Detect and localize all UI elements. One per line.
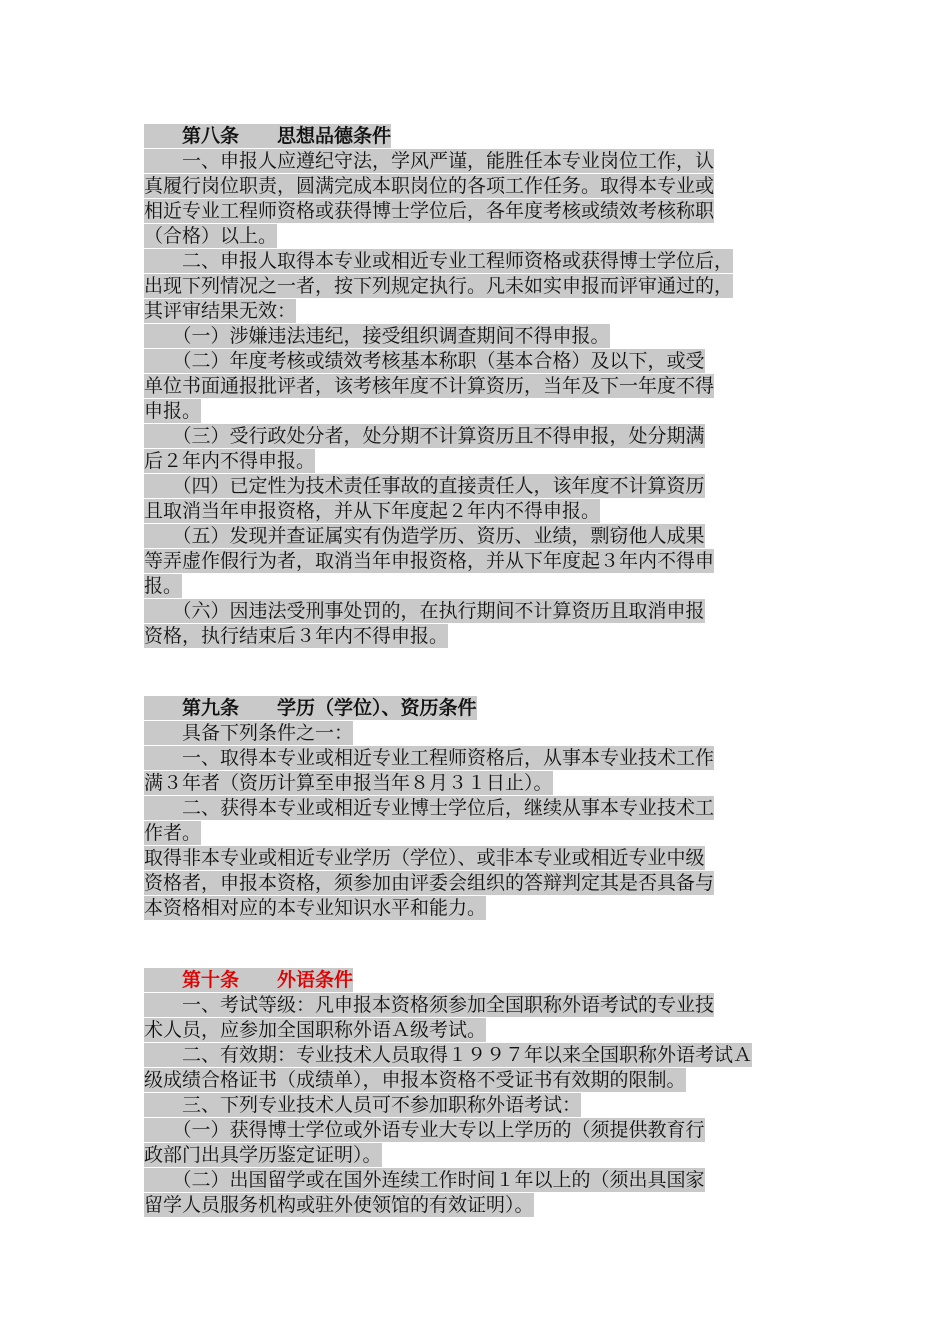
article-8-line: （二）年度考核或绩效考核基本称职（基本合格）及以下，或受 bbox=[144, 350, 705, 372]
article-9-line: 取得非本专业或相近专业学历（学位）、或非本专业或相近专业中级 bbox=[144, 847, 705, 869]
article-10-line: 术人员，应参加全国职称外语Ａ级考试。 bbox=[144, 1019, 487, 1041]
article-8-line: 单位书面通报批评者，该考核年度不计算资历，当年及下一年度不得 bbox=[144, 375, 715, 397]
article-8-line: 后２年内不得申报。 bbox=[144, 450, 316, 472]
article-9-line: 一、取得本专业或相近专业工程师资格后，从事本专业技术工作 bbox=[144, 747, 715, 769]
article-8-line: 其评审结果无效： bbox=[144, 300, 297, 322]
article-9-heading: 第九条 学历（学位）、资历条件 bbox=[144, 697, 477, 719]
article-8-line: 等弄虚作假行为者，取消当年申报资格，并从下年度起３年内不得申 bbox=[144, 550, 715, 572]
article-8-heading: 第八条 思想品德条件 bbox=[144, 125, 392, 147]
article-8-line: 资格，执行结束后３年内不得申报。 bbox=[144, 625, 449, 647]
article-10-line: 二、有效期：专业技术人员取得１９９７年以来全国职称外语考试Ａ bbox=[144, 1044, 753, 1066]
article-10-line: 一、考试等级：凡申报本资格须参加全国职称外语考试的专业技 bbox=[144, 994, 715, 1016]
article-10-line: 级成绩合格证书（成绩单），申报本资格不受证书有效期的限制。 bbox=[144, 1069, 686, 1091]
article-10-line: 三、下列专业技术人员可不参加职称外语考试： bbox=[144, 1094, 582, 1116]
article-9-line: 资格者，申报本资格，须参加由评委会组织的答辩判定其是否具备与 bbox=[144, 872, 715, 894]
article-10-line: 留学人员服务机构或驻外使领馆的有效证明）。 bbox=[144, 1194, 534, 1216]
article-8-line: （四）已定性为技术责任事故的直接责任人，该年度不计算资历 bbox=[144, 475, 705, 497]
article-8-line: （一）涉嫌违法违纪，接受组织调查期间不得申报。 bbox=[144, 325, 610, 347]
article-10-line: 政部门出具学历鉴定证明）。 bbox=[144, 1144, 382, 1166]
article-8-line: 相近专业工程师资格或获得博士学位后，各年度考核或绩效考核称职 bbox=[144, 200, 715, 222]
article-10-line: （一）获得博士学位或外语专业大专以上学历的（须提供教育行 bbox=[144, 1119, 705, 1141]
article-9-line: 具备下列条件之一： bbox=[144, 722, 354, 744]
article-8-line: （三）受行政处分者，处分期不计算资历且不得申报，处分期满 bbox=[144, 425, 705, 447]
article-8-line: 二、申报人取得本专业或相近专业工程师资格或获得博士学位后， bbox=[144, 250, 734, 272]
article-8-line: 且取消当年申报资格，并从下年度起２年内不得申报。 bbox=[144, 500, 601, 522]
article-8-line: 申报。 bbox=[144, 400, 202, 422]
article-8-line: （合格）以上。 bbox=[144, 225, 278, 247]
article-9-line: 本资格相对应的本专业知识水平和能力。 bbox=[144, 897, 487, 919]
article-10-line: （二）出国留学或在国外连续工作时间１年以上的（须出具国家 bbox=[144, 1169, 705, 1191]
article-8-line: 真履行岗位职责，圆满完成本职岗位的各项工作任务。取得本专业或 bbox=[144, 175, 715, 197]
article-9-line: 作者。 bbox=[144, 822, 202, 844]
article-8-line: 出现下列情况之一者，按下列规定执行。凡未如实申报而评审通过的， bbox=[144, 275, 734, 297]
article-8-line: 一、申报人应遵纪守法，学风严谨，能胜任本专业岗位工作，认 bbox=[144, 150, 715, 172]
article-9-line: 二、获得本专业或相近专业博士学位后，继续从事本专业技术工 bbox=[144, 797, 715, 819]
article-8-line: 报。 bbox=[144, 575, 183, 597]
article-9-line: 满３年者（资历计算至申报当年８月３１日止）。 bbox=[144, 772, 553, 794]
article-10-heading: 第十条 外语条件 bbox=[144, 969, 354, 991]
article-8-line: （五）发现并查证属实有伪造学历、资历、业绩，剽窃他人成果 bbox=[144, 525, 705, 547]
article-8-line: （六）因违法受刑事处罚的，在执行期间不计算资历且取消申报 bbox=[144, 600, 705, 622]
